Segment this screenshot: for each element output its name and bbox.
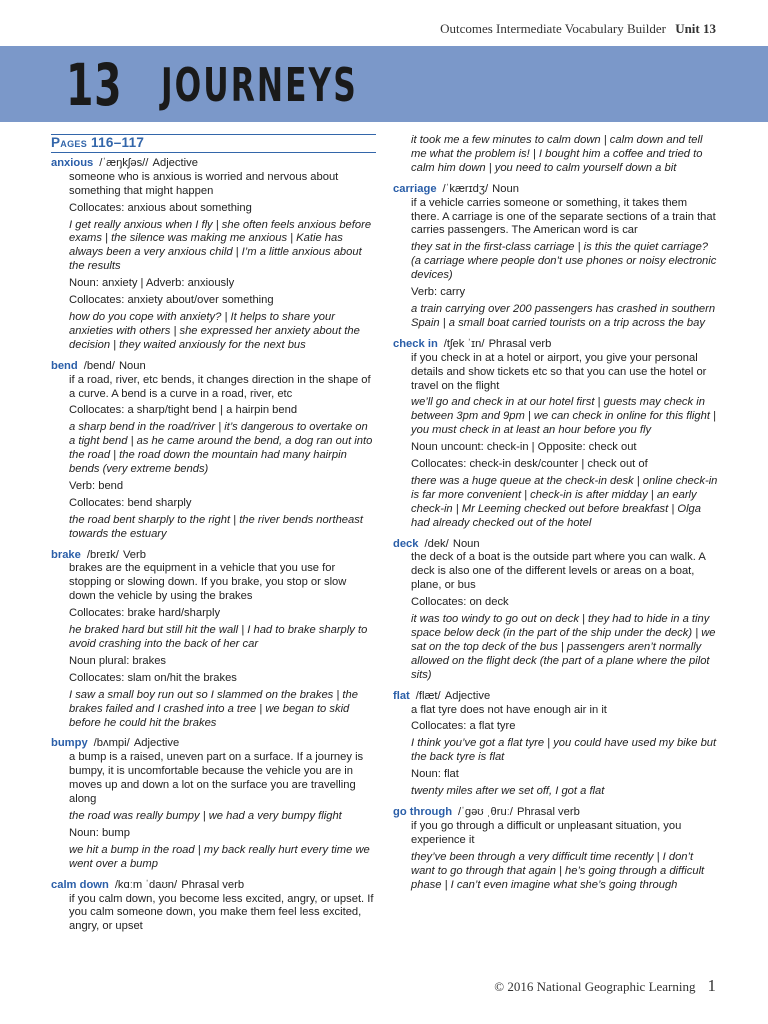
part-of-speech: Noun	[492, 182, 519, 195]
pronunciation: /ˈæŋkʃəs//	[99, 156, 149, 169]
examples: I get really anxious when I fly | she often feels anxious before exams | the silence was making me anxious | Katie has always been a very anxious child | I’m a little anxious about the results	[69, 218, 372, 273]
examples: they’ve been through a very difficult time recently | I don’t want to go through that again | he’s going through a difficult phase | I can’t even imagine what she’s going through	[411, 850, 705, 891]
examples: there was a huge queue at the check-in desk | online check-in is far more convenient | check-in is after midday | an early check-in | Mr Leeming checked out before breakfast | Olga had already checked out of the hotel	[411, 474, 718, 529]
word-forms: Noun: bump	[69, 826, 130, 839]
examples: we hit a bump in the road | my back really hurt every time we went over a bump	[69, 843, 370, 870]
running-header	[440, 21, 716, 37]
headword: check in	[393, 337, 438, 350]
entry-go-through	[393, 806, 718, 892]
examples: how do you cope with anxiety? | It helps to share your anxieties with others | she expressed her anxiety about the decision | they waited anxiously for the next bus	[69, 310, 360, 351]
definition: a flat tyre does not have enough air in it	[411, 703, 607, 716]
collocates: Collocates: slam on/hit the brakes	[69, 671, 237, 684]
definition: if you calm down, you become less excited, angry, or upset. If you calm someone down, you make them feel less excited, angry, or upset	[69, 892, 374, 933]
entry-calm-down	[51, 879, 376, 935]
pronunciation: /breɪk/	[86, 548, 119, 561]
word-forms: Verb: bend	[69, 479, 124, 492]
part-of-speech: Noun	[118, 359, 146, 372]
pronunciation: /tʃek ˈɪn/	[443, 337, 485, 350]
headword: anxious	[51, 156, 94, 169]
entry-calm-down-continued	[393, 134, 718, 176]
examples: he braked hard but still hit the wall | I had to brake sharply to avoid crashing into the back of her car	[69, 624, 368, 650]
entry-deck	[393, 538, 718, 683]
definition: if you go through a difficult or unpleasant situation, you experience it	[411, 819, 682, 846]
headword: carriage	[393, 182, 437, 195]
part-of-speech: Phrasal verb	[517, 805, 580, 818]
examples: a train carrying over 200 passengers has crashed in southern Spain | a small boat carried tourists on a trip across the bay	[411, 302, 716, 329]
word-forms: Noun plural: brakes	[69, 654, 167, 667]
entry-check-in	[393, 338, 718, 531]
entry-head	[393, 690, 718, 704]
part-of-speech: Phrasal verb	[488, 337, 552, 350]
definition: the deck of a boat is the outside part where you can walk. A deck is also one of the different levels or areas on a boat, plane, or bus	[411, 551, 706, 592]
headword: bend	[51, 359, 78, 372]
examples: it was too windy to go out on deck | they had to hide in a tiny space below deck (in the part of the ship under the deck) | we sat on the top deck of the bus | passengers aren’t normally allowed on the flight deck (the part of a plane where the pilot sits)	[411, 613, 716, 681]
entry-head	[51, 360, 376, 374]
pronunciation: /flæt/	[415, 689, 441, 702]
examples: the road was really bumpy | we had a very bumpy flight	[69, 809, 342, 822]
entry-head	[393, 338, 718, 352]
entry-flat	[393, 690, 718, 799]
pronunciation: /bend/	[83, 359, 115, 372]
headword: flat	[393, 689, 410, 702]
word-forms: Noun: anxiety | Adverb: anxiously	[69, 277, 235, 290]
entry-head	[51, 157, 376, 171]
collocates: Collocates: a flat tyre	[411, 720, 516, 733]
page-footer	[494, 976, 716, 996]
headword: bumpy	[51, 737, 88, 750]
word-forms: Verb: carry	[411, 286, 466, 299]
entry-head	[51, 549, 376, 563]
entry-brake	[51, 549, 376, 731]
part-of-speech: Adjective	[444, 689, 491, 702]
definition: someone who is anxious is worried and nervous about something that might happen	[69, 170, 339, 197]
collocates: Collocates: anxious about something	[69, 201, 252, 214]
book-title: Outcomes Intermediate Vocabulary Builder	[440, 21, 666, 36]
definition: if you check in at a hotel or airport, you give your personal details and show tickets etc so that you can use the hotel or travel on the flight	[411, 351, 707, 392]
entry-head	[393, 538, 718, 552]
pronunciation: /ˈkærɪdʒ/	[442, 182, 489, 195]
headword: go through	[393, 805, 453, 818]
examples: twenty miles after we set off, I got a flat	[411, 785, 605, 798]
headword: calm down	[51, 878, 109, 891]
examples: it took me a few minutes to calm down | calm down and tell me what the problem is! | I bought him a coffee and tried to calm him down | you need to calm yourself down a bit	[411, 134, 703, 174]
entry-bend	[51, 360, 376, 542]
entry-head	[393, 183, 718, 197]
entry-head	[51, 737, 376, 751]
examples: I saw a small boy run out so I slammed on the brakes | the brakes failed and I crashed into a tree | we began to skid before he could hit the brakes	[69, 688, 358, 729]
entry-head	[51, 879, 376, 893]
part-of-speech: Noun	[452, 537, 480, 550]
part-of-speech: Verb	[122, 548, 146, 561]
unit-label: Unit 13	[675, 21, 716, 36]
definition: if a vehicle carries someone or something, it takes them there. A carriage is one of the separate sections of a train that carries passengers. The American word is car	[411, 196, 716, 237]
entry-head	[393, 806, 718, 820]
left-column	[51, 134, 376, 941]
examples: I think you’ve got a flat tyre | you could have used my bike but the back tyre is flat	[411, 737, 717, 764]
collocates: Collocates: anxiety about/over something	[69, 294, 274, 307]
pronunciation: /ˈɡəʊ ˌθruː/	[458, 805, 513, 818]
examples: a sharp bend in the road/river | it’s dangerous to overtake on a tight bend | as he came around the bend, a dog ran out into the road | the road down the mountain had many hairpin bends (very extreme bends)	[69, 421, 373, 476]
pronunciation: /dek/	[424, 537, 449, 550]
examples: they sat in the first-class carriage | is this the quiet carriage? (a carriage where people don’t use phones or noisy electronic devices)	[411, 241, 717, 282]
collocates: Collocates: check-in desk/counter | check out of	[411, 458, 648, 471]
definition: brakes are the equipment in a vehicle that you use for stopping or slowing down. If you brake, you stop or slow down the vehicle by using the brakes	[69, 562, 347, 603]
definition: a bump is a raised, uneven part on a surface. If a journey is bumpy, it is uncomfortable because the vehicle you are in moves up and down a lot on the surface you are travelling along	[69, 751, 364, 806]
pronunciation: /kɑːm ˈdaʊn/	[114, 878, 178, 891]
collocates: Collocates: brake hard/sharply	[69, 607, 221, 620]
unit-number: 13	[66, 51, 123, 119]
word-forms: Noun uncount: check-in | Opposite: check out	[411, 441, 637, 454]
pronunciation: /bʌmpi/	[93, 737, 130, 750]
page-number: 1	[707, 976, 716, 995]
word-forms: Noun: flat	[411, 768, 459, 781]
copyright-notice: © 2016 National Geographic Learning	[494, 979, 696, 994]
unit-title: JOURNEYS	[161, 58, 358, 112]
collocates: Collocates: bend sharply	[69, 496, 192, 509]
definition: if a road, river, etc bends, it changes direction in the shape of a curve. A bend is a curve in a road, river, etc	[69, 373, 371, 400]
entry-anxious	[51, 157, 376, 353]
part-of-speech: Phrasal verb	[181, 878, 245, 891]
section-title: Pages 116–117	[51, 134, 376, 153]
collocates: Collocates: a sharp/tight bend | a hairpin bend	[69, 404, 298, 417]
part-of-speech: Adjective	[152, 156, 198, 169]
right-column	[393, 134, 718, 899]
part-of-speech: Adjective	[133, 737, 180, 750]
headword: brake	[51, 548, 81, 561]
headword: deck	[393, 537, 419, 550]
examples: we’ll go and check in at our hotel first | guests may check in between 3pm and 9pm | we can check in online for this flight | you must check in at least an hour before you fly	[411, 396, 716, 437]
examples: the road bent sharply to the right | the river bends northeast towards the estuary	[69, 513, 363, 540]
collocates: Collocates: on deck	[411, 596, 509, 609]
entry-carriage	[393, 183, 718, 331]
entry-bumpy	[51, 737, 376, 871]
